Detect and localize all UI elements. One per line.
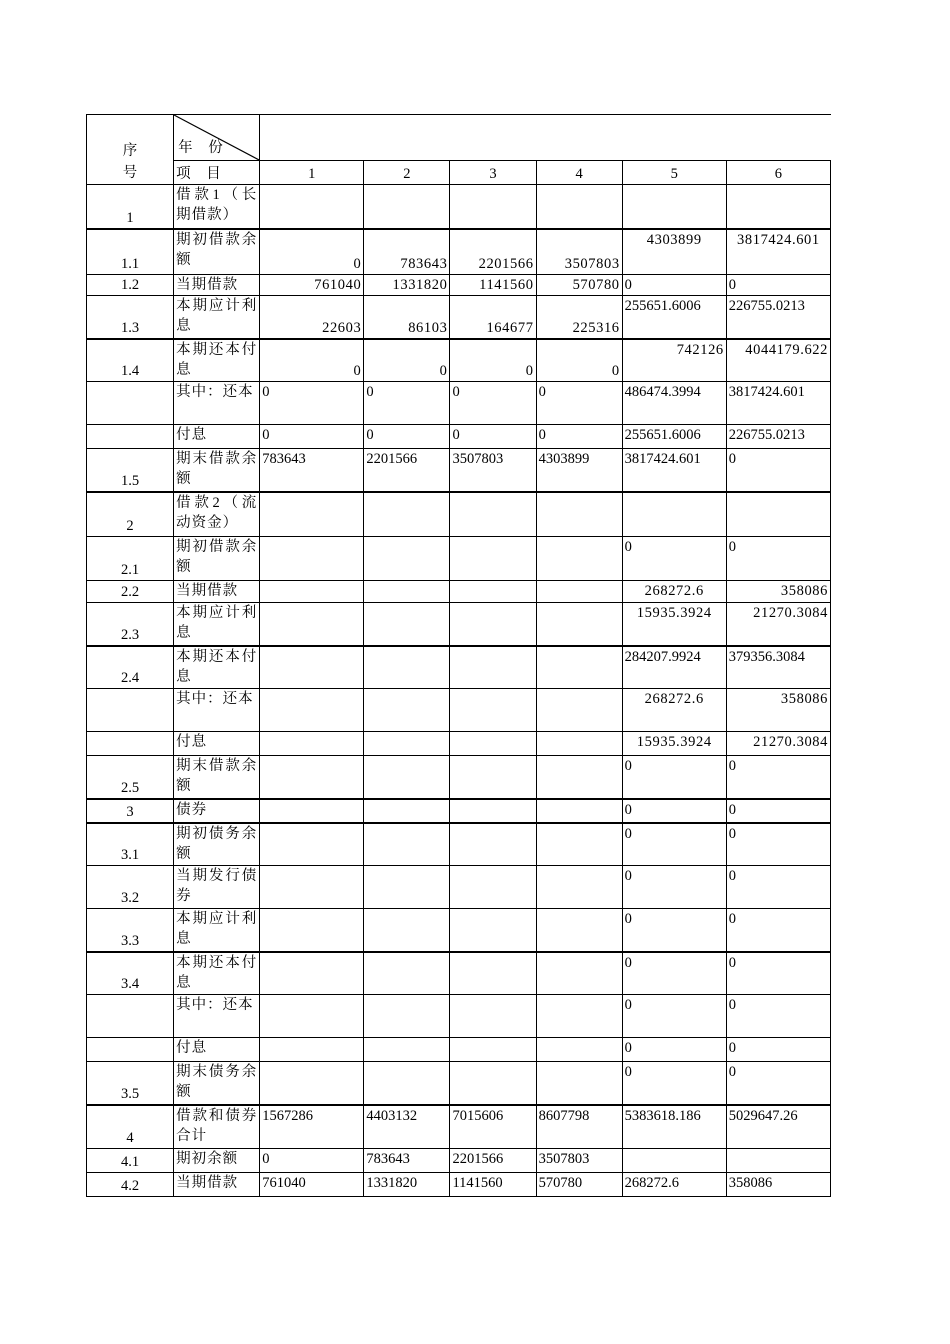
- cell-col-6: 3817424.601: [726, 229, 830, 275]
- row-item: 当期借款: [174, 1173, 260, 1197]
- row-item: 期初余额: [174, 1149, 260, 1173]
- row-item: 付息: [174, 1038, 260, 1062]
- cell-col-2: [364, 185, 450, 229]
- cell-col-5: 0: [622, 537, 726, 581]
- cell-col-5: 0: [622, 1062, 726, 1105]
- cell-col-4: [536, 866, 622, 909]
- table-row: [87, 732, 831, 756]
- cell-col-2: [364, 581, 450, 603]
- cell-col-1: [260, 995, 364, 1038]
- row-number: 2.5: [87, 756, 174, 799]
- cell-col-4: [536, 799, 622, 823]
- table-row: [87, 1105, 831, 1149]
- row-number: 2: [87, 492, 174, 537]
- cell-col-1: [260, 1038, 364, 1062]
- cell-col-3: 2201566: [450, 1149, 536, 1173]
- cell-col-1: 1567286: [260, 1105, 364, 1149]
- cell-col-1: [260, 603, 364, 646]
- cell-col-1: [260, 537, 364, 581]
- seq-header: [87, 115, 174, 185]
- header-blank: [260, 115, 831, 161]
- row-item: 付息: [174, 732, 260, 756]
- row-item: 本期还本付息: [174, 952, 260, 995]
- cell-col-2: [364, 732, 450, 756]
- cell-col-5: [622, 1149, 726, 1173]
- cell-col-6: 0: [726, 909, 830, 952]
- cell-col-3: [450, 799, 536, 823]
- cell-col-4: [536, 732, 622, 756]
- cell-col-6: 0: [726, 1062, 830, 1105]
- cell-col-2: [364, 952, 450, 995]
- cell-col-5: 4303899: [622, 229, 726, 275]
- loan-repayment-table: [86, 114, 831, 1197]
- col-header-2: 2: [364, 161, 450, 185]
- cell-col-2: [364, 492, 450, 537]
- row-number: 4.2: [87, 1173, 174, 1197]
- table-row: [87, 185, 831, 229]
- cell-col-3: 164677: [450, 296, 536, 339]
- cell-col-4: 0: [536, 382, 622, 425]
- row-number: 1.2: [87, 275, 174, 296]
- cell-col-6: 0: [726, 866, 830, 909]
- cell-col-4: [536, 1062, 622, 1105]
- cell-col-2: [364, 603, 450, 646]
- table-row: [87, 866, 831, 909]
- cell-col-3: 0: [450, 382, 536, 425]
- cell-col-3: [450, 537, 536, 581]
- cell-col-6: 4044179.622: [726, 339, 830, 382]
- cell-col-2: [364, 1038, 450, 1062]
- col-header-5: 5: [622, 161, 726, 185]
- cell-col-4: [536, 689, 622, 732]
- cell-col-1: [260, 492, 364, 537]
- cell-col-5: 0: [622, 756, 726, 799]
- cell-col-6: 0: [726, 449, 830, 492]
- row-item: 当期借款: [174, 581, 260, 603]
- cell-col-3: [450, 732, 536, 756]
- cell-col-3: 7015606: [450, 1105, 536, 1149]
- cell-col-4: [536, 756, 622, 799]
- cell-col-2: 0: [364, 425, 450, 449]
- table-row: [87, 1038, 831, 1062]
- cell-col-3: [450, 646, 536, 689]
- table-row: [87, 449, 831, 492]
- cell-col-2: 783643: [364, 229, 450, 275]
- cell-col-1: 0: [260, 229, 364, 275]
- row-number: 3.5: [87, 1062, 174, 1105]
- cell-col-5: 284207.9924: [622, 646, 726, 689]
- row-item: 其中：还本: [174, 995, 260, 1038]
- table-row: [87, 581, 831, 603]
- cell-col-5: 268272.6: [622, 689, 726, 732]
- row-item: 本期应计利息: [174, 909, 260, 952]
- cell-col-4: 3507803: [536, 1149, 622, 1173]
- row-number: 3.2: [87, 866, 174, 909]
- row-number: 2.2: [87, 581, 174, 603]
- cell-col-1: 0: [260, 1149, 364, 1173]
- row-number: [87, 689, 174, 732]
- cell-col-6: 0: [726, 537, 830, 581]
- table-row: [87, 995, 831, 1038]
- row-item: 本期应计利息: [174, 603, 260, 646]
- table-row: [87, 689, 831, 732]
- cell-col-6: 0: [726, 275, 830, 296]
- row-number: [87, 425, 174, 449]
- cell-col-5: 0: [622, 1038, 726, 1062]
- cell-col-2: [364, 823, 450, 866]
- cell-col-5: 0: [622, 275, 726, 296]
- table-row: [87, 382, 831, 425]
- cell-col-4: [536, 581, 622, 603]
- cell-col-6: 226755.0213: [726, 425, 830, 449]
- table-row: [87, 756, 831, 799]
- cell-col-1: 0: [260, 339, 364, 382]
- row-number: 1.1: [87, 229, 174, 275]
- table-row: [87, 1149, 831, 1173]
- cell-col-4: 8607798: [536, 1105, 622, 1149]
- cell-col-6: 0: [726, 995, 830, 1038]
- cell-col-1: 761040: [260, 1173, 364, 1197]
- cell-col-1: [260, 185, 364, 229]
- cell-col-6: 379356.3084: [726, 646, 830, 689]
- col-header-4: 4: [536, 161, 622, 185]
- cell-col-2: [364, 799, 450, 823]
- seq-header-top: 序: [122, 143, 138, 159]
- cell-col-5: 0: [622, 799, 726, 823]
- row-number: 1.4: [87, 339, 174, 382]
- cell-col-3: [450, 909, 536, 952]
- row-item: 其中：还本: [174, 689, 260, 732]
- row-number: [87, 382, 174, 425]
- cell-col-2: 783643: [364, 1149, 450, 1173]
- cell-col-5: 0: [622, 995, 726, 1038]
- cell-col-5: 5383618.186: [622, 1105, 726, 1149]
- cell-col-1: 0: [260, 382, 364, 425]
- cell-col-3: [450, 581, 536, 603]
- cell-col-5: 0: [622, 952, 726, 995]
- row-item: 期末借款余额: [174, 756, 260, 799]
- cell-col-4: [536, 995, 622, 1038]
- cell-col-6: [726, 492, 830, 537]
- row-number: 2.1: [87, 537, 174, 581]
- row-number: 3.3: [87, 909, 174, 952]
- cell-col-1: 761040: [260, 275, 364, 296]
- cell-col-3: [450, 756, 536, 799]
- cell-col-6: 0: [726, 756, 830, 799]
- row-item: 期初借款余额: [174, 537, 260, 581]
- cell-col-5: 268272.6: [622, 1173, 726, 1197]
- cell-col-4: [536, 185, 622, 229]
- seq-header-bottom: 号: [122, 165, 138, 181]
- cell-col-1: [260, 823, 364, 866]
- cell-col-4: [536, 909, 622, 952]
- header-row-top: [87, 115, 831, 161]
- cell-col-3: [450, 185, 536, 229]
- cell-col-6: [726, 185, 830, 229]
- row-number: 4.1: [87, 1149, 174, 1173]
- header-row-columns: [87, 161, 831, 185]
- row-item: 借款和债券合计: [174, 1105, 260, 1149]
- cell-col-1: [260, 756, 364, 799]
- cell-col-6: 358086: [726, 1173, 830, 1197]
- cell-col-6: 0: [726, 1038, 830, 1062]
- cell-col-2: [364, 909, 450, 952]
- row-item: 期末借款余额: [174, 449, 260, 492]
- table-row: [87, 1173, 831, 1197]
- cell-col-5: 486474.3994: [622, 382, 726, 425]
- cell-col-2: 0: [364, 382, 450, 425]
- item-label: 项 目: [176, 166, 227, 182]
- cell-col-3: 0: [450, 425, 536, 449]
- cell-col-1: [260, 799, 364, 823]
- row-item: 借款2（流动资金）: [174, 492, 260, 537]
- cell-col-6: 5029647.26: [726, 1105, 830, 1149]
- cell-col-2: [364, 995, 450, 1038]
- row-item: 本期还本付息: [174, 339, 260, 382]
- cell-col-2: 1331820: [364, 275, 450, 296]
- cell-col-3: [450, 952, 536, 995]
- cell-col-2: [364, 1062, 450, 1105]
- cell-col-3: [450, 1062, 536, 1105]
- row-number: 1.5: [87, 449, 174, 492]
- cell-col-3: [450, 1038, 536, 1062]
- cell-col-6: 358086: [726, 689, 830, 732]
- cell-col-3: 1141560: [450, 1173, 536, 1197]
- row-number: 2.3: [87, 603, 174, 646]
- cell-col-4: [536, 603, 622, 646]
- row-number: 4: [87, 1105, 174, 1149]
- year-item-header: [174, 115, 260, 161]
- cell-col-2: 4403132: [364, 1105, 450, 1149]
- cell-col-6: 0: [726, 823, 830, 866]
- cell-col-5: 0: [622, 866, 726, 909]
- col-header-6: 6: [726, 161, 830, 185]
- col-header-1: 1: [260, 161, 364, 185]
- cell-col-5: 255651.6006: [622, 425, 726, 449]
- item-header: [174, 161, 260, 185]
- cell-col-1: [260, 866, 364, 909]
- row-number: 3: [87, 799, 174, 823]
- cell-col-1: [260, 581, 364, 603]
- cell-col-3: 3507803: [450, 449, 536, 492]
- cell-col-4: 570780: [536, 275, 622, 296]
- row-item: 当期发行债券: [174, 866, 260, 909]
- cell-col-2: [364, 866, 450, 909]
- cell-col-6: [726, 1149, 830, 1173]
- cell-col-5: 742126: [622, 339, 726, 382]
- table-row: [87, 823, 831, 866]
- table-row: [87, 909, 831, 952]
- table-row: [87, 603, 831, 646]
- cell-col-1: [260, 689, 364, 732]
- cell-col-2: 2201566: [364, 449, 450, 492]
- cell-col-1: [260, 646, 364, 689]
- cell-col-2: 0: [364, 339, 450, 382]
- cell-col-6: 0: [726, 952, 830, 995]
- cell-col-6: 21270.3084: [726, 603, 830, 646]
- row-number: 3.1: [87, 823, 174, 866]
- table-row: [87, 425, 831, 449]
- row-number: 2.4: [87, 646, 174, 689]
- cell-col-3: 2201566: [450, 229, 536, 275]
- cell-col-6: 358086: [726, 581, 830, 603]
- cell-col-6: 0: [726, 799, 830, 823]
- cell-col-1: 783643: [260, 449, 364, 492]
- cell-col-5: [622, 185, 726, 229]
- row-item: 其中：还本: [174, 382, 260, 425]
- cell-col-1: [260, 909, 364, 952]
- cell-col-3: [450, 492, 536, 537]
- cell-col-4: [536, 537, 622, 581]
- cell-col-6: 21270.3084: [726, 732, 830, 756]
- row-number: [87, 1038, 174, 1062]
- table-row: [87, 296, 831, 339]
- cell-col-2: [364, 689, 450, 732]
- row-item: 付息: [174, 425, 260, 449]
- row-number: [87, 995, 174, 1038]
- cell-col-1: [260, 952, 364, 995]
- table-row: [87, 492, 831, 537]
- row-item: 债券: [174, 799, 260, 823]
- cell-col-1: 0: [260, 425, 364, 449]
- cell-col-6: 3817424.601: [726, 382, 830, 425]
- cell-col-3: [450, 995, 536, 1038]
- year-label: 年 份: [178, 140, 229, 156]
- table-row: [87, 229, 831, 275]
- row-item: 期末债务余额: [174, 1062, 260, 1105]
- cell-col-4: 225316: [536, 296, 622, 339]
- row-number: 1: [87, 185, 174, 229]
- row-number: 1.3: [87, 296, 174, 339]
- cell-col-4: [536, 823, 622, 866]
- cell-col-5: 3817424.601: [622, 449, 726, 492]
- cell-col-3: [450, 866, 536, 909]
- table-row: [87, 275, 831, 296]
- table-row: [87, 1062, 831, 1105]
- row-item: 当期借款: [174, 275, 260, 296]
- cell-col-3: [450, 603, 536, 646]
- cell-col-5: 15935.3924: [622, 732, 726, 756]
- cell-col-6: 226755.0213: [726, 296, 830, 339]
- cell-col-2: 1331820: [364, 1173, 450, 1197]
- cell-col-4: [536, 952, 622, 995]
- cell-col-3: 1141560: [450, 275, 536, 296]
- cell-col-3: [450, 823, 536, 866]
- table-row: [87, 646, 831, 689]
- row-item: 本期还本付息: [174, 646, 260, 689]
- row-item: 借款1（长期借款）: [174, 185, 260, 229]
- cell-col-4: 0: [536, 339, 622, 382]
- row-item: 期初借款余额: [174, 229, 260, 275]
- cell-col-4: 3507803: [536, 229, 622, 275]
- cell-col-1: [260, 732, 364, 756]
- table-row: [87, 339, 831, 382]
- cell-col-4: [536, 646, 622, 689]
- col-header-3: 3: [450, 161, 536, 185]
- cell-col-2: [364, 756, 450, 799]
- table-row: [87, 537, 831, 581]
- cell-col-3: [450, 689, 536, 732]
- cell-col-5: 0: [622, 909, 726, 952]
- cell-col-5: 15935.3924: [622, 603, 726, 646]
- row-number: [87, 732, 174, 756]
- cell-col-4: 4303899: [536, 449, 622, 492]
- cell-col-4: 570780: [536, 1173, 622, 1197]
- cell-col-5: [622, 492, 726, 537]
- cell-col-5: 268272.6: [622, 581, 726, 603]
- cell-col-2: [364, 646, 450, 689]
- cell-col-5: 0: [622, 823, 726, 866]
- cell-col-4: 0: [536, 425, 622, 449]
- row-item: 期初债务余额: [174, 823, 260, 866]
- cell-col-4: [536, 492, 622, 537]
- row-number: 3.4: [87, 952, 174, 995]
- cell-col-2: 86103: [364, 296, 450, 339]
- cell-col-4: [536, 1038, 622, 1062]
- cell-col-1: 22603: [260, 296, 364, 339]
- row-item: 本期应计利息: [174, 296, 260, 339]
- table-row: [87, 952, 831, 995]
- cell-col-5: 255651.6006: [622, 296, 726, 339]
- cell-col-2: [364, 537, 450, 581]
- cell-col-3: 0: [450, 339, 536, 382]
- table-row: [87, 799, 831, 823]
- cell-col-1: [260, 1062, 364, 1105]
